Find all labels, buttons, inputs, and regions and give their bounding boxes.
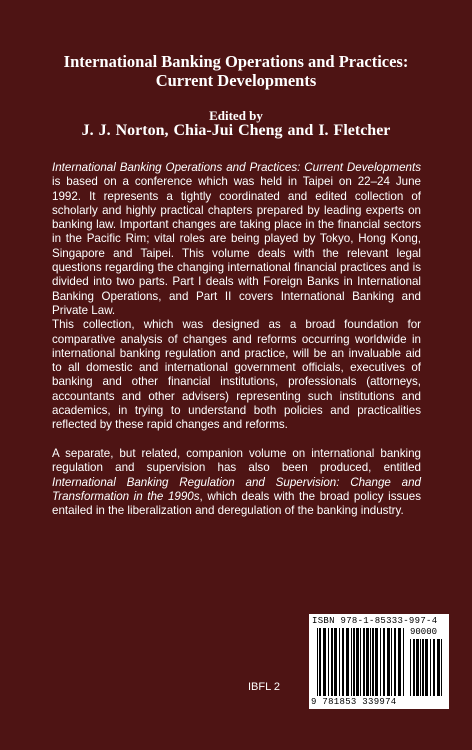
barcode-bar bbox=[328, 628, 329, 696]
barcode-bar bbox=[394, 628, 396, 696]
barcode-bar bbox=[437, 639, 440, 696]
barcode-bar bbox=[380, 628, 381, 696]
blurb-paragraph-1-text: is based on a conference which was held in Taipei on 22–24 June 1992. It represents a tightly coordinated and edited collection of scholarly and highly practical chapters prepared by leading experts on banking law. Important changes are taking place in the financial sectors in the Pacific Rim; vital roles are being played by Tokyo, Hong Kong, Singapore and Taipei. This volume deals with the relevant legal questions regarding the changing international financial practices and is divided into two parts. Part I deals with Foreign Banks in International Banking Operations, and Part II covers International Banking and Private Law. bbox=[52, 175, 421, 317]
barcode-bar bbox=[331, 628, 333, 696]
barcode-bar bbox=[351, 628, 352, 696]
blurb-book-title: International Banking Operations and Practices: Current Developments bbox=[52, 161, 421, 174]
barcode-bar bbox=[319, 628, 321, 696]
barcode-addon-number: 90000 bbox=[410, 627, 438, 637]
blurb-paragraph-2: This collection, which was designed as a broad foundation for comparative analysis of changes and reforms occurring worldwide in international banking regulation and practice, will be an invaluable aid to all domestic and international government officials, executives of banking and other financial institutions, professionals (attorneys, accountants and other advisers) representing such institutions and academics, in trying to understand both policies and practicalities reflected by these rapid changes and reforms. bbox=[52, 318, 421, 432]
book-title bbox=[0, 52, 472, 90]
edited-by-label: Edited by bbox=[209, 108, 263, 123]
barcode-bar bbox=[334, 628, 337, 696]
barcode-bar bbox=[346, 628, 349, 696]
barcode-bar bbox=[433, 639, 435, 696]
blurb-paragraph-3-start: A separate, but related, companion volume on international banking regulation and supervision has also been produced, entitled bbox=[52, 446, 421, 475]
barcode-bar bbox=[420, 639, 421, 696]
barcode-bar bbox=[403, 628, 404, 696]
barcode-digits: 9 781853 339974 bbox=[311, 697, 397, 707]
isbn-barcode bbox=[309, 614, 449, 709]
authors: J. J. Norton, Chia-Jui Cheng and I. Fletcher bbox=[81, 122, 391, 139]
barcode-bar bbox=[356, 628, 359, 696]
barcode-bar bbox=[317, 628, 318, 696]
barcode-bar bbox=[441, 639, 442, 696]
barcode-bar bbox=[383, 628, 385, 696]
book-title-line-1: International Banking Operations and Practices: bbox=[63, 52, 409, 71]
blurb-paragraph-1 bbox=[52, 161, 421, 318]
blurb-paragraph-3 bbox=[52, 447, 421, 518]
barcode-bar bbox=[339, 628, 340, 696]
barcode-bar bbox=[323, 628, 326, 696]
barcode-bar bbox=[422, 639, 424, 696]
barcode-bar bbox=[342, 628, 344, 696]
barcode-bar bbox=[372, 628, 374, 696]
book-title-line-2: Current Developments bbox=[155, 71, 317, 90]
barcode-bar bbox=[370, 628, 371, 696]
isbn-text: ISBN 978-1-85333-997-4 bbox=[312, 616, 438, 626]
barcode-bar bbox=[410, 639, 411, 696]
barcode-bars bbox=[309, 614, 449, 709]
barcode-bar bbox=[387, 628, 390, 696]
series-code: IBFL 2 bbox=[248, 681, 280, 693]
companion-volume-title: International Banking Regulation and Supervision: Change and Transformation in the 1990s bbox=[52, 475, 421, 503]
barcode-bar bbox=[353, 628, 355, 696]
barcode-bar bbox=[430, 639, 431, 696]
blurb bbox=[52, 161, 421, 518]
barcode-bar bbox=[366, 628, 369, 696]
barcode-bar bbox=[363, 628, 365, 696]
barcode-bar bbox=[416, 639, 419, 696]
barcode-bar bbox=[375, 628, 378, 696]
barcode-bar bbox=[398, 628, 401, 696]
blurb-paragraph-3-end: , which deals with the broad policy issues entailed in the liberalization and deregulation of the banking industry. bbox=[52, 489, 421, 518]
barcode-bar bbox=[425, 639, 428, 696]
barcode-bar bbox=[391, 628, 392, 696]
barcode-bar bbox=[413, 639, 415, 696]
barcode-bar bbox=[360, 628, 361, 696]
